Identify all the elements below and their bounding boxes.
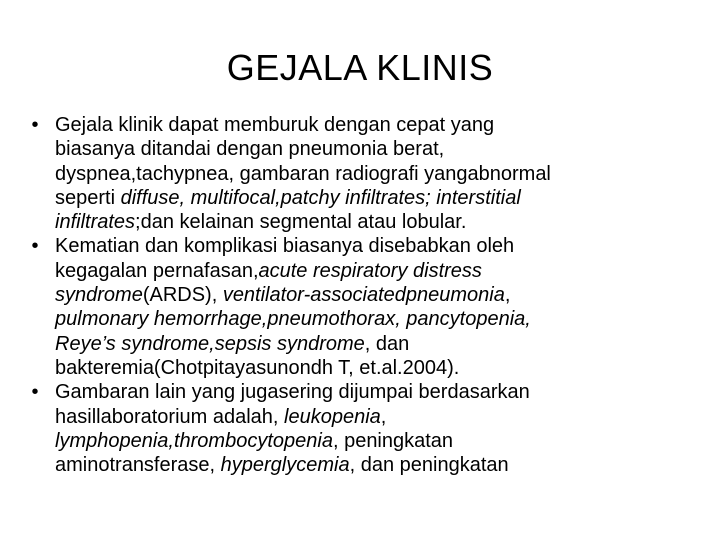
bullet-2-line-5: Reye’s syndrome,sepsis syndrome, dan	[55, 332, 410, 355]
bullet-list	[28, 113, 708, 477]
bullet-2-line-2: kegagalan pernafasan,acute respiratory distress	[55, 259, 482, 282]
bullet-2-line-6: bakteremia(Chotpitayasunondh T, et.al.2004).	[55, 356, 460, 379]
bullet-2-line-3: syndrome(ARDS), ventilator-associatedpneumonia,	[55, 284, 511, 307]
bullet-1-line-5: infiltrates;dan kelainan segmental atau lobular.	[55, 211, 467, 234]
slide-title: GEJALA KLINIS	[226, 47, 494, 88]
bullet-1-line-4: seperti diffuse, multifocal,patchy infiltrates; interstitial	[55, 186, 521, 209]
bullet-1-line-1: Gejala klinik dapat memburuk dengan cepat yang	[55, 114, 495, 136]
bullet-1-line-3: dyspnea,tachypnea, gambaran radiografi yangabnormal	[55, 162, 551, 185]
bullet-item-3	[28, 380, 708, 477]
bullet-2-line-1: Kematian dan komplikasi biasanya disebabkan oleh	[55, 235, 515, 258]
bullet-item-2	[28, 234, 708, 380]
bullet-dot-icon: •	[31, 114, 39, 136]
bullet-3-line-4: aminotransferase, hyperglycemia, dan peningkatan	[55, 454, 509, 477]
bullet-3-line-3: lymphopenia,thrombocytopenia, peningkatan	[55, 429, 454, 452]
bullet-2-line-4: pulmonary hemorrhage,pneumothorax, pancytopenia,	[55, 308, 531, 331]
bullet-dot-icon: •	[31, 235, 39, 258]
bullet-dot-icon: •	[31, 381, 39, 404]
bullet-1-line-2: biasanya ditandai dengan pneumonia berat,	[55, 138, 445, 161]
bullet-item-1	[28, 113, 708, 234]
bullet-3-line-2: hasillaboratorium adalah, leukopenia,	[55, 405, 387, 428]
bullet-3-line-1: Gambaran lain yang jugasering dijumpai berdasarkan	[55, 381, 530, 404]
